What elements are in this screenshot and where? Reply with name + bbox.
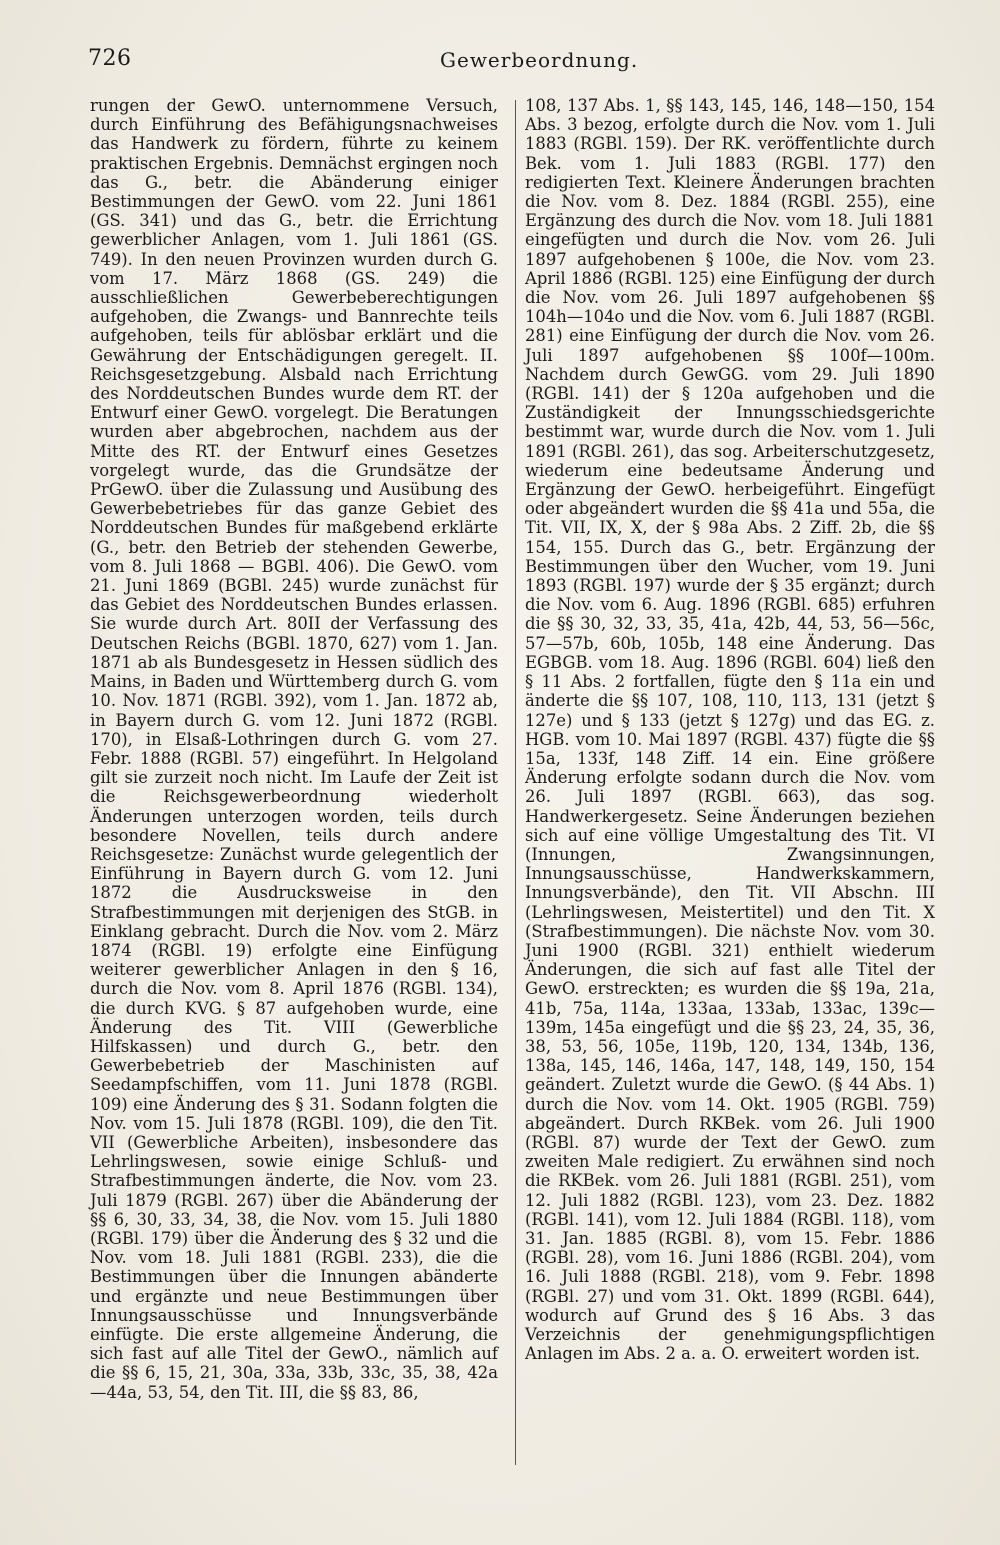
page-number: 726 <box>88 46 132 71</box>
left-column <box>90 96 498 1402</box>
right-column <box>525 96 935 1363</box>
running-title: Gewerbeordnung. <box>440 48 639 72</box>
column-divider <box>515 100 516 1465</box>
right-column-text: 108, 137 Abs. 1, §§ 143, 145, 146, 148—150, 154 Abs. 3 bezog, erfolgte durch die Nov. vom 1. Juli 1883 (RGBl. 159). Der RK. veröffentlichte durch Bek. vom 1. Juli 1883 (RGBl. 177) den redigierten Text. Kleinere Änderungen brachten die Nov. vom 8. Dez. 1884 (RGBl. 255), eine Ergänzung des durch die Nov. vom 18. Juli 1881 eingefügten und durch die Nov. vom 26. Juli 1897 aufgehobenen § 100e, die Nov. vom 23. April 1886 (RGBl. 125) eine Einfügung der durch die Nov. vom 26. Juli 1897 aufgehobenen §§ 104h—104o und die Nov. vom 6. Juli 1887 (RGBl. 281) eine Einfügung der durch die Nov. vom 26. Juli 1897 aufgehobenen §§ 100f—100m. Nachdem durch GewGG. vom 29. Juli 1890 (RGBl. 141) der § 120a aufgehoben und die Zuständigkeit der Innungsschiedsgerichte bestimmt war, wurde durch die Nov. vom 1. Juli 1891 (RGBl. 261), das sog. Arbeiterschutzgesetz, wiederum eine bedeutsame Änderung und Ergänzung der GewO. herbeigeführt. Eingefügt oder abgeändert wurden die §§ 41a und 55a, die Tit. VII, IX, X, der § 98a Abs. 2 Ziff. 2b, die §§ 154, 155. Durch das G., betr. Ergänzung der Bestimmungen über den Wucher, vom 19. Juni 1893 (RGBl. 197) wurde der § 35 ergänzt; durch die Nov. vom 6. Aug. 1896 (RGBl. 685) erfuhren die §§ 30, 32, 33, 35, 41a, 42b, 44, 53, 56—56c, 57—57b, 60b, 105b, 148 eine Änderung. Das EGBGB. vom 18. Aug. 1896 (RGBl. 604) ließ den § 11 Abs. 2 fortfallen, fügte den § 11a ein und änderte die §§ 107, 108, 110, 113, 131 (jetzt § 127e) und § 133 (jetzt § 127g) und das EG. z. HGB. vom 10. Mai 1897 (RGBl. 437) fügte die §§ 15a, 133f, 148 Ziff. 14 ein. Eine größere Änderung erfolgte sodann durch die Nov. vom 26. Juli 1897 (RGBl. 663), das sog. Handwerkergesetz. Seine Änderungen beziehen sich auf eine völlige Umgestaltung des Tit. VI (Innungen, Zwangsinnungen, Innungsausschüsse, Handwerkskammern, Innungsverbände), den Tit. VII Abschn. III (Lehrlingswesen, Meistertitel) und den Tit. X (Strafbestimmungen). Die nächste Nov. vom 30. Juni 1900 (RGBl. 321) enthielt wiederum Änderungen, die sich auf fast alle Titel der GewO. erstreckten; es wurden die §§ 19a, 21a, 41b, 75a, 114a, 133aa, 133ab, 133ac, 139c—139m, 145a eingefügt und die §§ 23, 24, 35, 36, 38, 53, 56, 105e, 119b, 120, 134, 134b, 136, 138a, 145, 146, 146a, 147, 148, 149, 150, 154 geändert. Zuletzt wurde die GewO. (§ 44 Abs. 1) durch die Nov. vom 14. Okt. 1905 (RGBl. 759) abgeändert. Durch RKBek. vom 26. Juli 1900 (RGBl. 87) wurde der Text der GewO. zum zweiten Male redigiert. Zu erwähnen sind noch die RKBek. vom 26. Juli 1881 (RGBl. 251), vom 12. Juli 1882 (RGBl. 123), vom 23. Dez. 1882 (RGBl. 141), vom 12. Juli 1884 (RGBl. 118), vom 31. Jan. 1885 (RGBl. 8), vom 15. Febr. 1886 (RGBl. 28), vom 16. Juni 1886 (RGBl. 204), vom 16. Juli 1888 (RGBl. 218), vom 9. Febr. 1898 (RGBl. 27) und vom 31. Okt. 1899 (RGBl. 644), wodurch auf Grund des § 16 Abs. 3 das Verzeichnis der genehmigungspflichtigen Anlagen im Abs. 2 a. a. O. erweitert worden ist. <box>525 96 935 1364</box>
left-column-text: rungen der GewO. unternommene Versuch, durch Einführung des Befähigungsnachweises das Handwerk zu fördern, führte zu keinem praktischen Ergebnis. Demnächst ergingen noch das G., betr. die Abänderung einiger Bestimmungen der GewO. vom 22. Juni 1861 (GS. 341) und das G., betr. die Errichtung gewerblicher Anlagen, vom 1. Juli 1861 (GS. 749). In den neuen Provinzen wurden durch G. vom 17. März 1868 (GS. 249) die ausschließlichen Gewerbeberechtigungen aufgehoben, die Zwangs- und Bannrechte teils aufgehoben, teils für ablösbar erklärt und die Gewährung der Entschädigungen geregelt. II. Reichsgesetzgebung. Alsbald nach Errichtung des Norddeutschen Bundes wurde dem RT. der Entwurf einer GewO. vorgelegt. Die Beratungen wurden aber abgebrochen, nachdem aus der Mitte des RT. der Entwurf eines Gesetzes vorgelegt wurde, das die Grundsätze der PrGewO. über die Zulassung und Ausübung des Gewerbebetriebes für das ganze Gebiet des Norddeutschen Bundes für maßgebend erklärte (G., betr. den Betrieb der stehenden Gewerbe, vom 8. Juli 1868 — BGBl. 406). Die GewO. vom 21. Juni 1869 (BGBl. 245) wurde zunächst für das Gebiet des Norddeutschen Bundes erlassen. Sie wurde durch Art. 80II der Verfassung des Deutschen Reichs (BGBl. 1870, 627) vom 1. Jan. 1871 ab als Bundesgesetz in Hessen südlich des Mains, in Baden und Württemberg durch G. vom 10. Nov. 1871 (RGBl. 392), vom 1. Jan. 1872 ab, in Bayern durch G. vom 12. Juni 1872 (RGBl. 170), in Elsaß-Lothringen durch G. vom 27. Febr. 1888 (RGBl. 57) eingeführt. In Helgoland gilt sie zurzeit noch nicht. Im Laufe der Zeit ist die Reichsgewerbeordnung wiederholt Änderungen unterzogen worden, teils durch besondere Novellen, teils durch andere Reichsgesetze: Zunächst wurde gelegentlich der Einführung in Bayern durch G. vom 12. Juni 1872 die Ausdrucksweise in den Strafbestimmungen mit derjenigen des StGB. in Einklang gebracht. Durch die Nov. vom 2. März 1874 (RGBl. 19) erfolgte eine Einfügung weiterer gewerblicher Anlagen in den § 16, durch die Nov. vom 8. April 1876 (RGBl. 134), die durch KVG. § 87 aufgehoben wurde, eine Änderung des Tit. VIII (Gewerbliche Hilfskassen) und durch G., betr. den Gewerbebetrieb der Maschinisten auf Seedampfschiffen, vom 11. Juni 1878 (RGBl. 109) eine Änderung des § 31. Sodann folgten die Nov. vom 15. Juli 1878 (RGBl. 109), die den Tit. VII (Gewerbliche Arbeiten), insbesondere das Lehrlingswesen, sowie einige Schluß- und Strafbestimmungen änderte, die Nov. vom 23. Juli 1879 (RGBl. 267) über die Abänderung der §§ 6, 30, 33, 34, 38, die Nov. vom 15. Juli 1880 (RGBl. 179) über die Änderung des § 32 und die Nov. vom 18. Juli 1881 (RGBl. 233), die die Bestimmungen über die Innungen abänderte und ergänzte und neue Bestimmungen über Innungsausschüsse und Innungsverbände einfügte. Die erste allgemeine Änderung, die sich fast auf alle Titel der GewO., nämlich auf die §§ 6, 15, 21, 30a, 33a, 33b, 33c, 35, 38, 42a—44a, 53, 54, den Tit. III, die §§ 83, 86, <box>90 96 498 1402</box>
